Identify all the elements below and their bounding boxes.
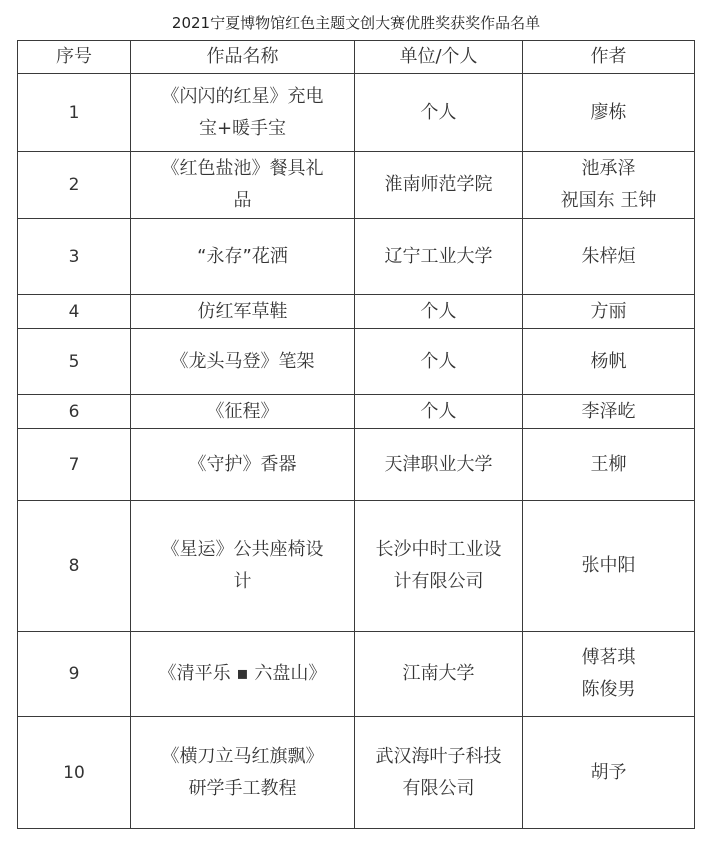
row-no: 10: [18, 717, 131, 829]
row-work: 《清平乐 ▪ 六盘山》: [131, 632, 355, 717]
row-author: 廖栋: [523, 74, 695, 152]
row-author: 朱梓烜: [523, 219, 695, 295]
table-row: [18, 74, 695, 152]
awards-table: [17, 40, 695, 829]
table-row: [18, 501, 695, 632]
header-no: 序号: [18, 41, 131, 74]
row-unit: 个人: [355, 395, 523, 429]
table-row: [18, 329, 695, 395]
row-unit: 个人: [355, 329, 523, 395]
table-row: [18, 632, 695, 717]
row-work: 《守护》香器: [131, 429, 355, 501]
row-unit: 武汉海叶子科技 有限公司: [355, 717, 523, 829]
row-no: 9: [18, 632, 131, 717]
header-author: 作者: [523, 41, 695, 74]
header-row: [18, 41, 695, 74]
row-work: 《横刀立马红旗飘》 研学手工教程: [131, 717, 355, 829]
table-row: [18, 219, 695, 295]
row-no: 4: [18, 295, 131, 329]
row-author: 张中阳: [523, 501, 695, 632]
row-author: 傅茗琪 陈俊男: [523, 632, 695, 717]
row-author: 方丽: [523, 295, 695, 329]
row-unit: 个人: [355, 74, 523, 152]
row-no: 5: [18, 329, 131, 395]
table-row: [18, 429, 695, 501]
row-work: 《龙头马登》笔架: [131, 329, 355, 395]
row-unit: 天津职业大学: [355, 429, 523, 501]
row-unit: 淮南师范学院: [355, 152, 523, 219]
row-unit: 江南大学: [355, 632, 523, 717]
row-author: 李泽屹: [523, 395, 695, 429]
table-row: [18, 152, 695, 219]
row-work: 《红色盐池》餐具礼 品: [131, 152, 355, 219]
row-no: 8: [18, 501, 131, 632]
row-no: 6: [18, 395, 131, 429]
row-unit: 个人: [355, 295, 523, 329]
row-no: 2: [18, 152, 131, 219]
row-work: 《征程》: [131, 395, 355, 429]
row-no: 3: [18, 219, 131, 295]
row-unit: 辽宁工业大学: [355, 219, 523, 295]
row-work: 《星运》公共座椅设 计: [131, 501, 355, 632]
table-row: [18, 295, 695, 329]
document-title: 2021宁夏博物馆红色主题文创大赛优胜奖获奖作品名单: [171, 14, 541, 32]
table-row: [18, 717, 695, 829]
row-author: 池承泽 祝国东 王钟: [523, 152, 695, 219]
row-work: 仿红军草鞋: [131, 295, 355, 329]
row-author: 胡予: [523, 717, 695, 829]
row-author: 杨帆: [523, 329, 695, 395]
row-no: 1: [18, 74, 131, 152]
row-author: 王柳: [523, 429, 695, 501]
header-work: 作品名称: [131, 41, 355, 74]
header-unit: 单位/个人: [355, 41, 523, 74]
table-row: [18, 395, 695, 429]
row-work: “永存”花洒: [131, 219, 355, 295]
row-unit: 长沙中时工业设 计有限公司: [355, 501, 523, 632]
row-work: 《闪闪的红星》充电 宝+暖手宝: [131, 74, 355, 152]
row-no: 7: [18, 429, 131, 501]
